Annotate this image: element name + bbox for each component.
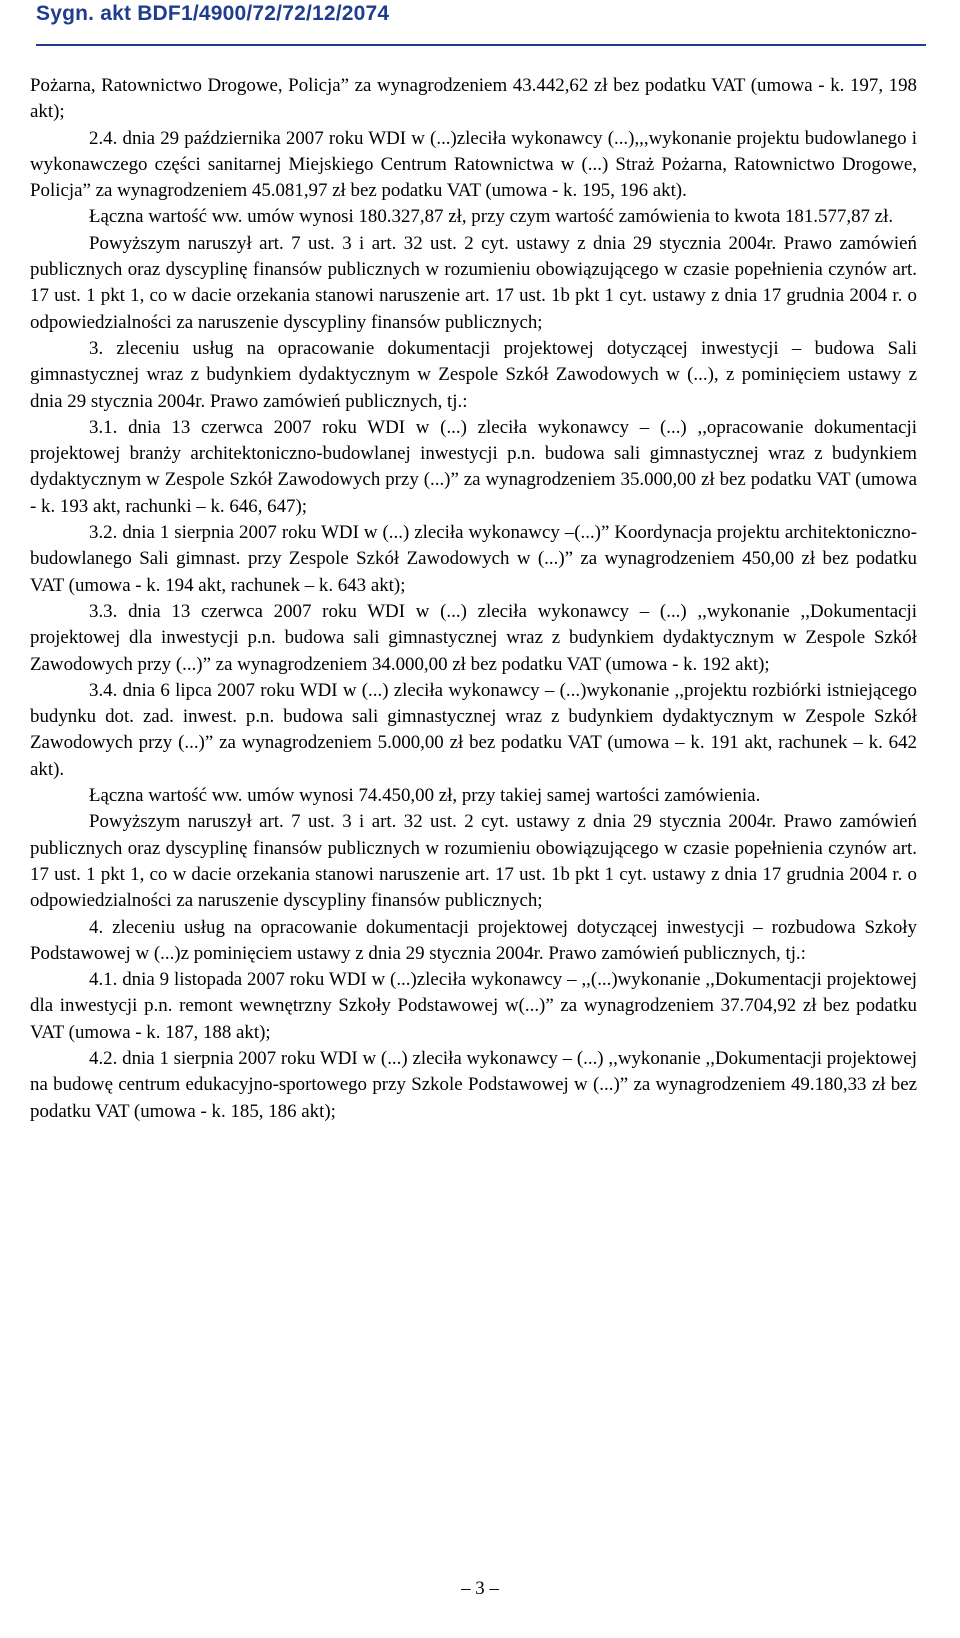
paragraph: 4.2. dnia 1 sierpnia 2007 roku WDI w (...) zleciła wykonawcy – (...) ,,wykonanie ,,Dokumentacji projektowej na budowę centrum edukacyjno-sportowego przy Szkole Podstawowej w (...)” za wynagrodzeniem 49.180,33 zł bez podatku VAT (umowa - k. 185, 186 akt); bbox=[30, 1047, 917, 1122]
paragraph: 3.2. dnia 1 sierpnia 2007 roku WDI w (...) zleciła wykonawcy –(...)” Koordynacja projektu architektoniczno-budowlanego Sali gimnast. przy Zespole Szkół Zawodowych w (...)” za wynagrodzeniem 450,00 zł bez podatku VAT (umowa - k. 194 akt, rachunek – k. 643 akt); bbox=[30, 522, 917, 596]
page-number: – 3 – bbox=[461, 1578, 499, 1599]
paragraph: Pożarna, Ratownictwo Drogowe, Policja” za wynagrodzeniem 43.442,62 zł bez podatku VAT (umowa - k. 197, 198 akt); bbox=[30, 75, 917, 123]
header-rule bbox=[36, 44, 926, 46]
paragraph: 3.3. dnia 13 czerwca 2007 roku WDI w (...) zleciła wykonawcy – (...) ,,wykonanie ,,Dokumentacji projektowej dla inwestycji p.n. budowa sali gimnastycznej wraz z budynkiem dydaktycznym w Zespole Szkół Zawodowych przy (...)” za wynagrodzeniem 34.000,00 zł bez podatku VAT (umowa - k. 192 akt); bbox=[30, 600, 917, 675]
paragraph: Łączna wartość ww. umów wynosi 74.450,00 zł, przy takiej samej wartości zamówienia. bbox=[89, 785, 761, 807]
paragraph: Powyższym naruszył art. 7 ust. 3 i art. 32 ust. 2 cyt. ustawy z dnia 29 stycznia 2004r. Prawo zamówień publicznych oraz dyscyplinę finansów publicznych w rozumieniu obowiązującego w czasie popełnienia czynów art. 17 ust. 1 pkt 1, co w dacie orzekania stanowi naruszenie art. 17 ust. 1b pkt 1 cyt. ustawy z dnia 17 grudnia 2004 r. o odpowiedzialności za naruszenie dyscypliny finansów publicznych; bbox=[30, 811, 917, 912]
paragraph: 4.1. dnia 9 listopada 2007 roku WDI w (...)zleciła wykonawcy – ,,(...)wykonanie ,,Dokumentacji projektowej dla inwestycji p.n. remont wewnętrzny Szkoły Podstawowej w(...)” za wynagrodzeniem 37.704,92 zł bez podatku VAT (umowa - k. 187, 188 akt); bbox=[30, 969, 917, 1043]
paragraph: 4. zleceniu usług na opracowanie dokumentacji projektowej dotyczącej inwestycji – rozbudowa Szkoły Podstawowej w (...)z pominięciem ustawy z dnia 29 stycznia 2004r. Prawo zamówień publicznych, tj.: bbox=[30, 916, 917, 964]
document-body bbox=[30, 73, 917, 1125]
paragraph: Powyższym naruszył art. 7 ust. 3 i art. 32 ust. 2 cyt. ustawy z dnia 29 stycznia 2004r. Prawo zamówień publicznych oraz dyscyplinę finansów publicznych w rozumieniu obowiązującego w czasie popełnienia czynów art. 17 ust. 1 pkt 1, co w dacie orzekania stanowi naruszenie art. 17 ust. 1b pkt 1 cyt. ustawy z dnia 17 grudnia 2004 r. o odpowiedzialności za naruszenie dyscypliny finansów publicznych; bbox=[30, 232, 917, 333]
paragraph: 3. zleceniu usług na opracowanie dokumentacji projektowej dotyczącej inwestycji – budowa Sali gimnastycznej wraz z budynkiem dydaktycznym w Zespole Szkół Zawodowych w (...), z pominięciem ustawy z dnia 29 stycznia 2004r. Prawo zamówień publicznych, tj.: bbox=[30, 337, 917, 412]
paragraph: Łączna wartość ww. umów wynosi 180.327,87 zł, przy czym wartość zamówienia to kwota 181.577,87 zł. bbox=[89, 206, 894, 228]
paragraph: 2.4. dnia 29 października 2007 roku WDI w (...)zleciła wykonawcy (...),,,wykonanie projektu budowlanego i wykonawczego części sanitarnej Miejskiego Centrum Ratownictwa w (...) Straż Pożarna, Ratownictwo Drogowe, Policja” za wynagrodzeniem 45.081,97 zł bez podatku VAT (umowa - k. 195, 196 akt). bbox=[30, 127, 917, 202]
paragraph: 3.1. dnia 13 czerwca 2007 roku WDI w (...) zleciła wykonawcy – (...) ,,opracowanie dokumentacji projektowej branży architektoniczno-budowlanej inwestycji p.n. budowa sali gimnastycznej wraz z budynkiem dydaktycznym w Zespole Szkół Zawodowych przy (...)” za wynagrodzeniem 35.000,00 zł bez podatku VAT (umowa - k. 193 akt, rachunki – k. 646, 647); bbox=[30, 416, 917, 517]
case-signature-header: Sygn. akt BDF1/4900/72/72/12/2074 bbox=[36, 2, 390, 25]
paragraph: 3.4. dnia 6 lipca 2007 roku WDI w (...) zleciła wykonawcy – (...)wykonanie ,,projektu rozbiórki istniejącego budynku dot. zad. inwest. p.n. budowa sali gimnastycznej wraz z budynkiem dydaktycznym w Zespole Szkół Zawodowych przy (...)” za wynagrodzeniem 5.000,00 zł bez podatku VAT (umowa – k. 191 akt, rachunek – k. 642 akt). bbox=[30, 679, 917, 780]
